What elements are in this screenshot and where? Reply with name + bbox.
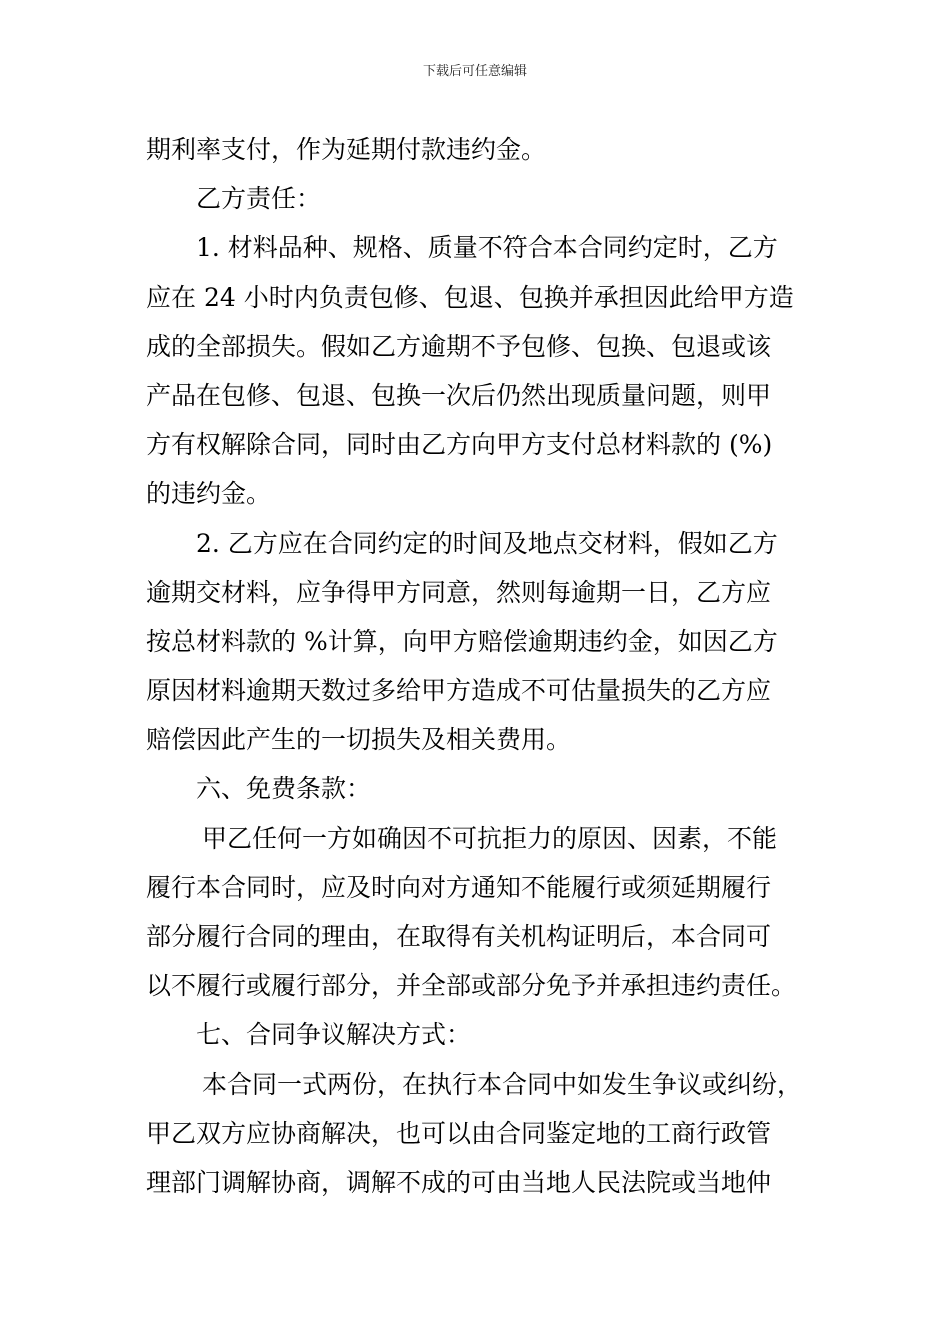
- document-body: [146, 130, 836, 1212]
- text-line: 逾期交材料，应争得甲方同意，然则每逾期一日，乙方应: [146, 577, 772, 607]
- text-line: 期利率支付，作为延期付款违约金。: [146, 135, 547, 164]
- text-line: 乙方责任：: [196, 184, 322, 214]
- text-line: 成的全部损失。假如乙方逾期不予包修、包换、包退或该: [146, 331, 772, 361]
- text-line: 甲乙双方应协商解决，也可以由合同鉴定地的工商行政管: [146, 1118, 772, 1148]
- text-line: 方有权解除合同，同时由乙方向甲方支付总材料款的 (%): [146, 430, 773, 460]
- text-line: 赔偿因此产生的一切损失及相关费用。: [146, 725, 572, 755]
- text-line: 以不履行或履行部分，并全部或部分免予并承担违约责任。: [146, 971, 797, 1001]
- text-line: 六、免费条款：: [196, 774, 372, 804]
- text-line: 甲乙任何一方如确因不可抗拒力的原因、因素，不能: [202, 823, 778, 853]
- text-line: 按总材料款的 %计算，向甲方赔偿逾期违约金，如因乙方: [146, 626, 778, 656]
- text-line: 1. 材料品种、规格、质量不符合本合同约定时，乙方: [196, 233, 778, 263]
- text-line: 理部门调解协商，调解不成的可由当地人民法院或当地仲: [146, 1167, 772, 1197]
- text-line: 部分履行合同的理由，在取得有关机构证明后，本合同可: [146, 922, 772, 951]
- text-line: 2. 乙方应在合同约定的时间及地点交材料，假如乙方: [196, 528, 778, 558]
- text-line: 七、合同争议解决方式：: [196, 1020, 472, 1050]
- text-line: 本合同一式两份，在执行本合同中如发生争议或纠纷，: [202, 1069, 803, 1099]
- text-line: 应在 24 小时内负责包修、包退、包换并承担因此给甲方造: [146, 282, 794, 312]
- text-line: 原因材料逾期天数过多给甲方造成不可估量损失的乙方应: [146, 676, 772, 706]
- text-line: 的违约金。: [146, 479, 272, 509]
- page-header: 下载后可任意编辑: [422, 64, 527, 79]
- text-line: 履行本合同时，应及时向对方通知不能履行或须延期履行: [146, 872, 772, 902]
- text-line: 产品在包修、包退、包换一次后仍然出现质量问题，则甲: [146, 380, 772, 410]
